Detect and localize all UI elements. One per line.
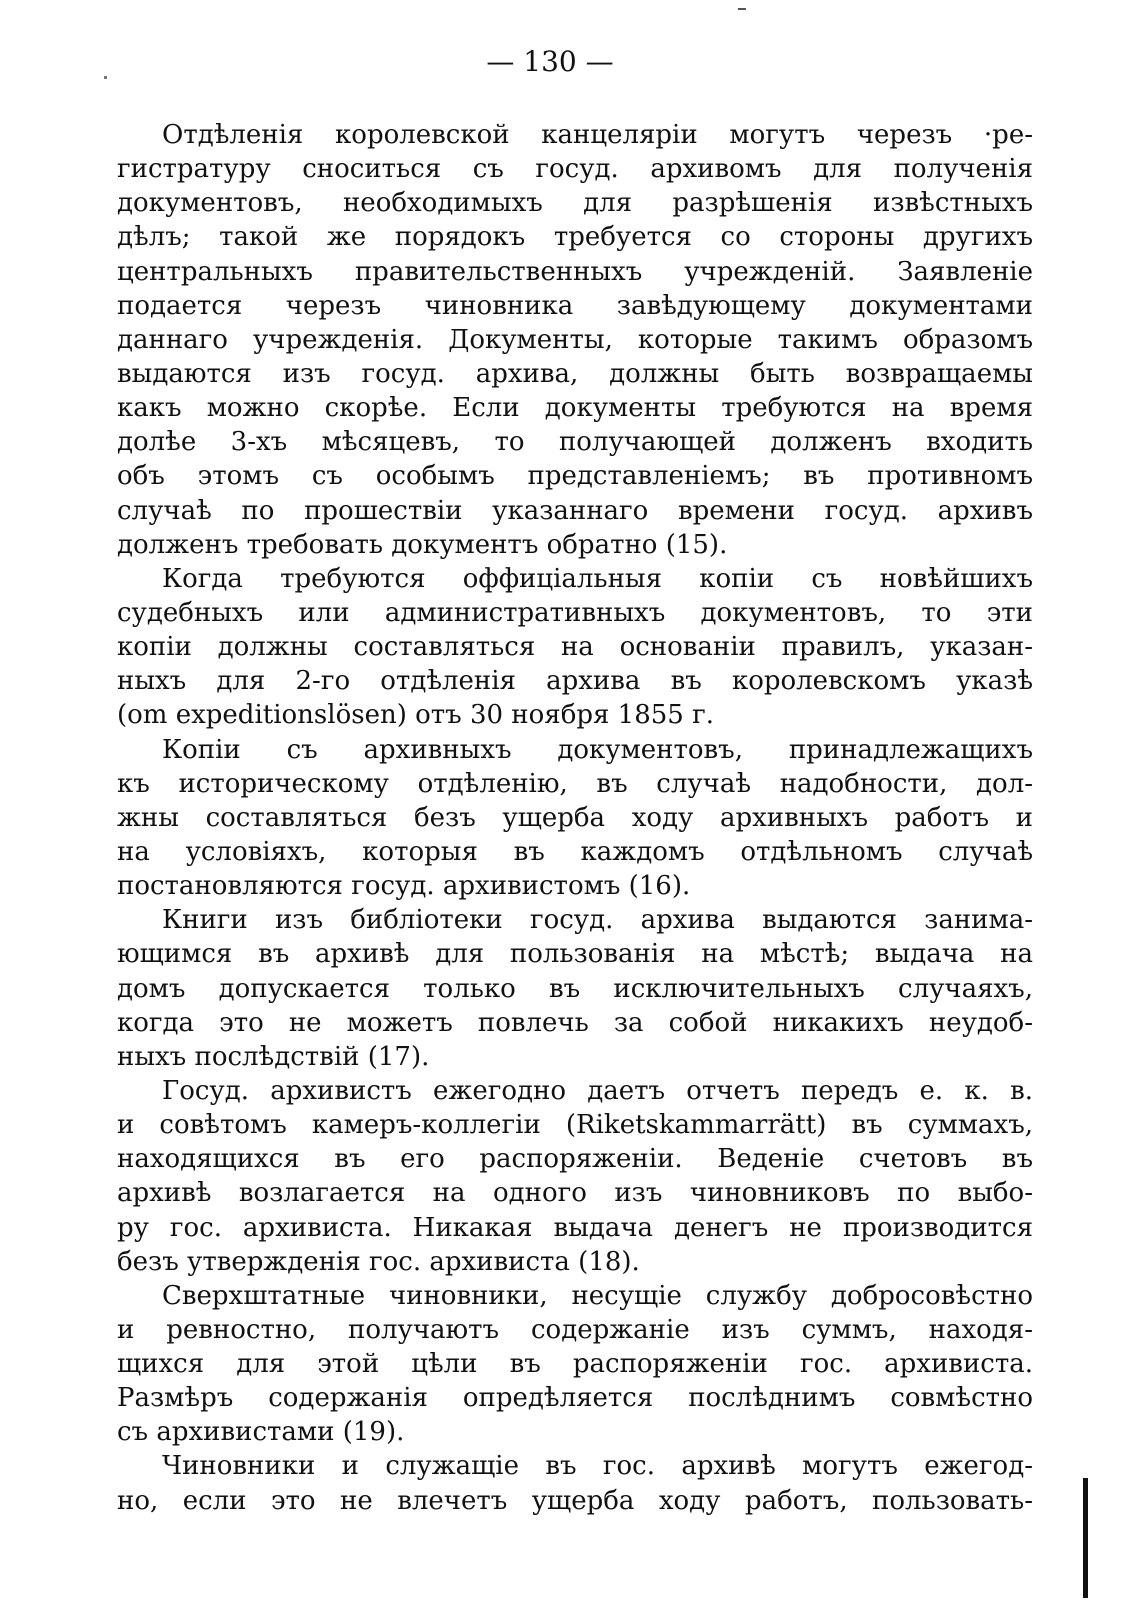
text-line: какъ можно скорѣе. Если документы требуются на время [117,393,1033,424]
text-line: долженъ требовать документъ обратно (15). [117,529,728,560]
text-line: Книги изъ библіотеки госуд. архива выдаются занима- [162,905,1033,936]
scan-margin-bar [1083,1478,1088,1598]
text-line: Размѣръ содержанія опредѣляется послѣднимъ совмѣстно [117,1383,1033,1414]
text-line: на условіяхъ, которыя въ каждомъ отдѣльномъ случаѣ [117,836,1033,867]
text-line: (om expeditionslösen) отъ 30 ноября 1855 г. [117,700,714,731]
text-line: объ этомъ съ особымъ представленіемъ; въ противномъ [117,461,1033,492]
text-line: выдаются изъ госуд. архива, должны быть возвращаемы [117,358,1033,389]
text-line: случаѣ по прошествіи указаннаго времени госуд. архивъ [117,495,1033,526]
text-line: и совѣтомъ камеръ-коллегіи (Riketskammarrätt) въ суммахъ, [117,1110,1033,1141]
text-line: и ревностно, получаютъ содержаніе изъ суммъ, находя- [117,1314,1033,1345]
text-line: жны составляться безъ ущерба ходу архивныхъ работъ и [117,802,1033,833]
text-line: но, если это не влечетъ ущерба ходу работъ, пользовать- [117,1485,1033,1516]
page-number: — 130 — [486,45,614,78]
text-line: судебныхъ или административныхъ документовъ, то эти [117,597,1033,628]
text-line: ющимся въ архивѣ для пользованія на мѣстѣ; выдача на [117,939,1033,970]
text-line: ныхъ послѣдствій (17). [117,1041,430,1072]
text-line: къ историческому отдѣленію, въ случаѣ надобности, дол- [117,768,1033,799]
text-line: даннаго учрежденія. Документы, которые такимъ образомъ [117,324,1033,355]
text-line: Чиновники и служащіе въ гос. архивѣ могутъ ежегод- [162,1451,1033,1482]
text-line: копіи должны составляться на основаніи правилъ, указан- [117,632,1033,663]
text-line: съ архивистами (19). [117,1417,405,1448]
text-line: постановляются госуд. архивистомъ (16). [117,871,691,902]
text-line: ныхъ для 2-го отдѣленія архива въ королевскомъ указѣ [117,666,1033,697]
text-line: безъ утвержденія гос. архивиста (18). [117,1246,640,1277]
text-line: подается черезъ чиновника завѣдующему документами [117,290,1033,321]
text-line: дѣлъ; такой же порядокъ требуется со стороны другихъ [117,222,1033,253]
text-line: находящихся въ его распоряженіи. Веденіе счетовъ въ [117,1144,1033,1175]
body-text [117,118,1033,1518]
text-line: Сверхштатные чиновники, несущіе службу добросовѣстно [162,1280,1033,1311]
text-line: центральныхъ правительственныхъ учрежденій. Заявленіе [117,256,1033,287]
text-line: долѣе 3-хъ мѣсяцевъ, то получающей долженъ входить [117,427,1033,458]
text-line: щихся для этой цѣли въ распоряженіи гос. архивиста. [117,1349,1033,1380]
text-line: архивѣ возлагается на одного изъ чиновниковъ по выбо- [117,1178,1033,1209]
text-line: гистратуру сноситься съ госуд. архивомъ для полученія [117,154,1033,185]
text-line: Госуд. архивистъ ежегодно даетъ отчетъ передъ е. к. в. [162,1075,1033,1106]
text-line: Копіи съ архивныхъ документовъ, принадлежащихъ [162,734,1033,765]
text-line: ру гос. архивиста. Никакая выдача денегъ не производится [117,1212,1033,1243]
scan-mark-top [738,8,746,10]
text-line: документовъ, необходимыхъ для разрѣшенія извѣстныхъ [117,188,1033,219]
text-line: когда это не можетъ повлечь за собой никакихъ неудоб- [117,1007,1033,1038]
text-line: Когда требуются оффиціальныя копіи съ новѣйшихъ [162,563,1033,594]
text-line: домъ допускается только въ исключительныхъ случаяхъ, [117,973,1033,1004]
text-line: Отдѣленія королевской канцеляріи могутъ черезъ ·ре- [162,120,1033,150]
